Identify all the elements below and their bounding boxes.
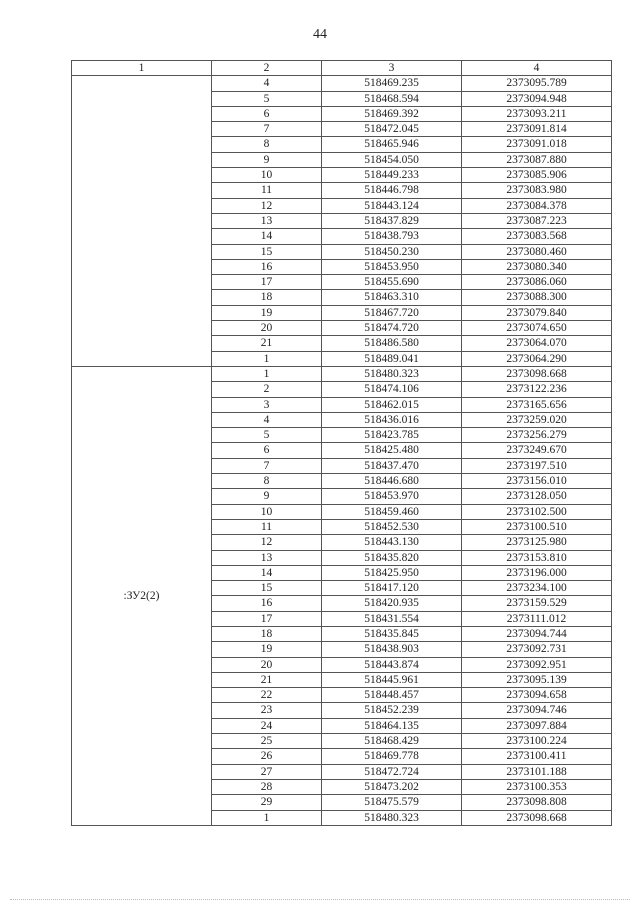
y-coordinate: 2373087.880 <box>462 152 612 167</box>
x-coordinate: 518480.323 <box>322 810 462 825</box>
x-coordinate: 518467.720 <box>322 305 462 320</box>
y-coordinate: 2373085.906 <box>462 168 612 183</box>
y-coordinate: 2373234.100 <box>462 581 612 596</box>
point-number: 11 <box>212 183 322 198</box>
point-number: 1 <box>212 810 322 825</box>
point-number: 14 <box>212 229 322 244</box>
x-coordinate: 518453.970 <box>322 489 462 504</box>
y-coordinate: 2373079.840 <box>462 305 612 320</box>
y-coordinate: 2373259.020 <box>462 412 612 427</box>
x-coordinate: 518445.961 <box>322 672 462 687</box>
x-coordinate: 518486.580 <box>322 336 462 351</box>
x-coordinate: 518425.950 <box>322 565 462 580</box>
y-coordinate: 2373102.500 <box>462 504 612 519</box>
y-coordinate: 2373153.810 <box>462 550 612 565</box>
x-coordinate: 518474.106 <box>322 382 462 397</box>
x-coordinate: 518473.202 <box>322 779 462 794</box>
page-number: 44 <box>313 27 327 42</box>
y-coordinate: 2373080.460 <box>462 244 612 259</box>
x-coordinate: 518437.829 <box>322 213 462 228</box>
y-coordinate: 2373159.529 <box>462 596 612 611</box>
x-coordinate: 518475.579 <box>322 795 462 810</box>
y-coordinate: 2373098.668 <box>462 810 612 825</box>
point-number: 23 <box>212 703 322 718</box>
x-coordinate: 518462.015 <box>322 397 462 412</box>
y-coordinate: 2373100.224 <box>462 734 612 749</box>
point-number: 4 <box>212 76 322 91</box>
x-coordinate: 518464.135 <box>322 718 462 733</box>
x-coordinate: 518468.429 <box>322 734 462 749</box>
point-number: 6 <box>212 106 322 121</box>
point-number: 10 <box>212 504 322 519</box>
point-number: 18 <box>212 290 322 305</box>
point-number: 17 <box>212 611 322 626</box>
x-coordinate: 518474.720 <box>322 321 462 336</box>
x-coordinate: 518463.310 <box>322 290 462 305</box>
x-coordinate: 518469.778 <box>322 749 462 764</box>
point-number: 15 <box>212 244 322 259</box>
point-number: 1 <box>212 351 322 366</box>
y-coordinate: 2373094.948 <box>462 91 612 106</box>
y-coordinate: 2373064.070 <box>462 336 612 351</box>
y-coordinate: 2373095.139 <box>462 672 612 687</box>
point-number: 9 <box>212 152 322 167</box>
header-row <box>72 61 612 76</box>
x-coordinate: 518423.785 <box>322 428 462 443</box>
y-coordinate: 2373080.340 <box>462 259 612 274</box>
x-coordinate: 518446.680 <box>322 474 462 489</box>
point-number: 8 <box>212 137 322 152</box>
y-coordinate: 2373125.980 <box>462 535 612 550</box>
point-number: 19 <box>212 642 322 657</box>
point-number: 7 <box>212 458 322 473</box>
column-header: 1 <box>72 61 212 76</box>
y-coordinate: 2373249.670 <box>462 443 612 458</box>
y-coordinate: 2373095.789 <box>462 76 612 91</box>
y-coordinate: 2373097.884 <box>462 718 612 733</box>
y-coordinate: 2373094.658 <box>462 688 612 703</box>
point-number: 13 <box>212 550 322 565</box>
x-coordinate: 518420.935 <box>322 596 462 611</box>
coordinates-table <box>71 60 612 826</box>
y-coordinate: 2373087.223 <box>462 213 612 228</box>
point-number: 12 <box>212 535 322 550</box>
point-number: 26 <box>212 749 322 764</box>
point-number: 21 <box>212 336 322 351</box>
y-coordinate: 2373100.510 <box>462 519 612 534</box>
x-coordinate: 518443.874 <box>322 657 462 672</box>
point-number: 16 <box>212 596 322 611</box>
point-number: 27 <box>212 764 322 779</box>
x-coordinate: 518425.480 <box>322 443 462 458</box>
x-coordinate: 518437.470 <box>322 458 462 473</box>
y-coordinate: 2373101.188 <box>462 764 612 779</box>
x-coordinate: 518417.120 <box>322 581 462 596</box>
y-coordinate: 2373091.814 <box>462 122 612 137</box>
point-number: 20 <box>212 657 322 672</box>
point-number: 29 <box>212 795 322 810</box>
y-coordinate: 2373165.656 <box>462 397 612 412</box>
x-coordinate: 518446.798 <box>322 183 462 198</box>
point-number: 1 <box>212 366 322 381</box>
point-number: 22 <box>212 688 322 703</box>
point-number: 13 <box>212 213 322 228</box>
x-coordinate: 518472.724 <box>322 764 462 779</box>
y-coordinate: 2373083.980 <box>462 183 612 198</box>
point-number: 25 <box>212 734 322 749</box>
point-number: 2 <box>212 382 322 397</box>
x-coordinate: 518454.050 <box>322 152 462 167</box>
x-coordinate: 518452.239 <box>322 703 462 718</box>
column-header: 2 <box>212 61 322 76</box>
y-coordinate: 2373074.650 <box>462 321 612 336</box>
y-coordinate: 2373094.746 <box>462 703 612 718</box>
x-coordinate: 518459.460 <box>322 504 462 519</box>
parcel-label <box>72 76 212 367</box>
y-coordinate: 2373093.211 <box>462 106 612 121</box>
x-coordinate: 518465.946 <box>322 137 462 152</box>
point-number: 18 <box>212 626 322 641</box>
x-coordinate: 518452.530 <box>322 519 462 534</box>
point-number: 12 <box>212 198 322 213</box>
point-number: 8 <box>212 474 322 489</box>
y-coordinate: 2373111.012 <box>462 611 612 626</box>
point-number: 6 <box>212 443 322 458</box>
x-coordinate: 518443.130 <box>322 535 462 550</box>
point-number: 10 <box>212 168 322 183</box>
point-number: 14 <box>212 565 322 580</box>
x-coordinate: 518453.950 <box>322 259 462 274</box>
point-number: 20 <box>212 321 322 336</box>
point-number: 3 <box>212 397 322 412</box>
y-coordinate: 2373086.060 <box>462 275 612 290</box>
point-number: 16 <box>212 259 322 274</box>
x-coordinate: 518443.124 <box>322 198 462 213</box>
column-header: 3 <box>322 61 462 76</box>
page-bottom-rule <box>10 899 630 900</box>
y-coordinate: 2373091.018 <box>462 137 612 152</box>
y-coordinate: 2373122.236 <box>462 382 612 397</box>
y-coordinate: 2373256.279 <box>462 428 612 443</box>
point-number: 5 <box>212 91 322 106</box>
x-coordinate: 518489.041 <box>322 351 462 366</box>
x-coordinate: 518469.392 <box>322 106 462 121</box>
y-coordinate: 2373156.010 <box>462 474 612 489</box>
y-coordinate: 2373092.731 <box>462 642 612 657</box>
x-coordinate: 518435.845 <box>322 626 462 641</box>
point-number: 21 <box>212 672 322 687</box>
x-coordinate: 518438.903 <box>322 642 462 657</box>
point-number: 15 <box>212 581 322 596</box>
x-coordinate: 518435.820 <box>322 550 462 565</box>
parcel-label: :ЗУ2(2) <box>72 366 212 825</box>
x-coordinate: 518468.594 <box>322 91 462 106</box>
y-coordinate: 2373100.411 <box>462 749 612 764</box>
point-number: 4 <box>212 412 322 427</box>
x-coordinate: 518438.793 <box>322 229 462 244</box>
x-coordinate: 518455.690 <box>322 275 462 290</box>
y-coordinate: 2373092.951 <box>462 657 612 672</box>
y-coordinate: 2373094.744 <box>462 626 612 641</box>
table-row <box>72 366 612 381</box>
x-coordinate: 518469.235 <box>322 76 462 91</box>
y-coordinate: 2373098.668 <box>462 366 612 381</box>
y-coordinate: 2373088.300 <box>462 290 612 305</box>
x-coordinate: 518448.457 <box>322 688 462 703</box>
x-coordinate: 518449.233 <box>322 168 462 183</box>
y-coordinate: 2373128.050 <box>462 489 612 504</box>
y-coordinate: 2373083.568 <box>462 229 612 244</box>
x-coordinate: 518450.230 <box>322 244 462 259</box>
point-number: 28 <box>212 779 322 794</box>
y-coordinate: 2373197.510 <box>462 458 612 473</box>
point-number: 17 <box>212 275 322 290</box>
point-number: 7 <box>212 122 322 137</box>
point-number: 24 <box>212 718 322 733</box>
y-coordinate: 2373100.353 <box>462 779 612 794</box>
x-coordinate: 518480.323 <box>322 366 462 381</box>
point-number: 5 <box>212 428 322 443</box>
point-number: 9 <box>212 489 322 504</box>
y-coordinate: 2373098.808 <box>462 795 612 810</box>
y-coordinate: 2373196.000 <box>462 565 612 580</box>
table-row <box>72 76 612 91</box>
x-coordinate: 518436.016 <box>322 412 462 427</box>
y-coordinate: 2373084.378 <box>462 198 612 213</box>
point-number: 19 <box>212 305 322 320</box>
x-coordinate: 518472.045 <box>322 122 462 137</box>
x-coordinate: 518431.554 <box>322 611 462 626</box>
y-coordinate: 2373064.290 <box>462 351 612 366</box>
point-number: 11 <box>212 519 322 534</box>
column-header: 4 <box>462 61 612 76</box>
